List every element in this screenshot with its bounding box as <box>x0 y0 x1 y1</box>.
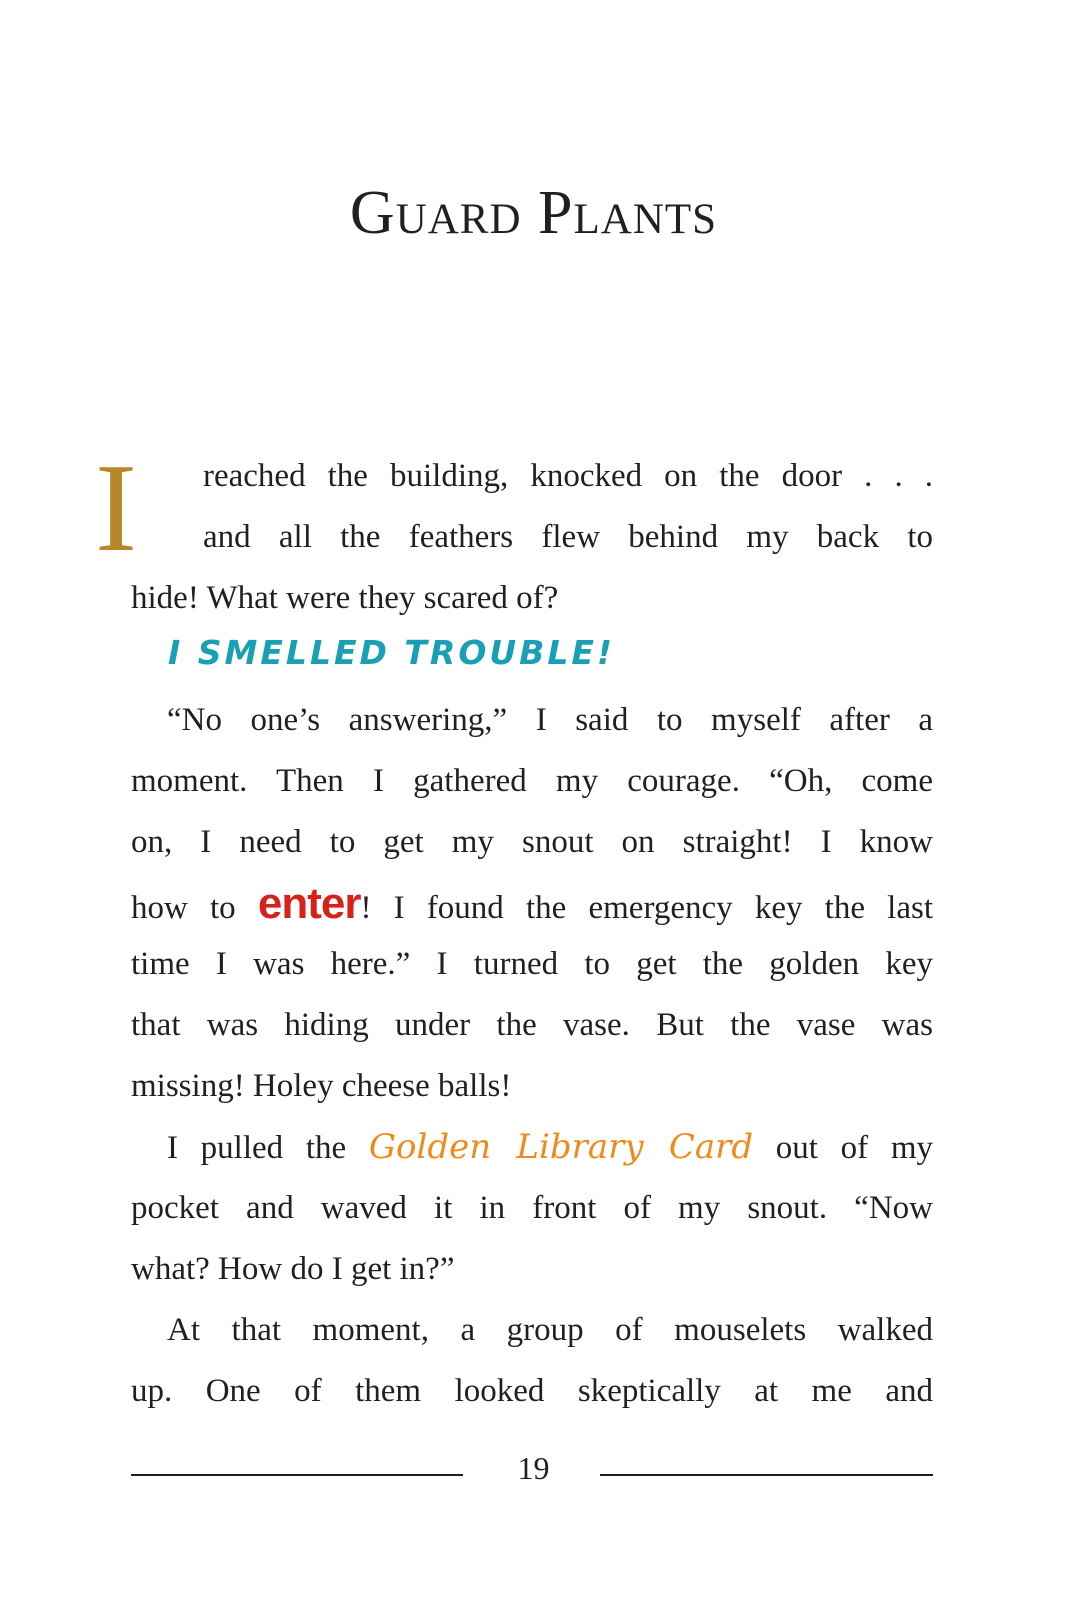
text-line: that was hiding under the vase. But the vase was <box>131 1007 933 1043</box>
text-line: on, I need to get my snout on straight! I know <box>131 824 933 860</box>
text-line: moment. Then I gathered my courage. “Oh, come <box>131 763 933 799</box>
footer-rule-right <box>600 1474 933 1476</box>
paragraph-4 <box>131 1300 933 1422</box>
paragraph-2 <box>131 690 933 1117</box>
text-line-card <box>131 1117 933 1178</box>
text-line: hide! What were they scared of? <box>131 580 559 616</box>
text-fragment: ! I found the emergency key the last <box>360 890 933 926</box>
text-line: and all the feathers flew behind my back to <box>203 519 933 555</box>
drop-cap: I <box>95 439 137 578</box>
chapter-title: Guard Plants <box>349 179 718 247</box>
text-line: pocket and waved it in front of my snout. “Now <box>131 1190 933 1226</box>
text-line: time I was here.” I turned to get the golden key <box>131 946 933 982</box>
text-line-enter <box>131 873 933 934</box>
text-line: reached the building, knocked on the door . . . <box>203 458 933 494</box>
golden-library-card-highlight: Golden Library Card <box>368 1127 754 1167</box>
text-line: up. One of them looked skeptically at me and <box>131 1373 933 1409</box>
text-line: what? How do I get in?” <box>131 1251 455 1287</box>
text-line: At that moment, a group of mouselets walked <box>167 1312 933 1348</box>
text-line: missing! Holey cheese balls! <box>131 1068 512 1104</box>
text-fragment: out of my <box>753 1130 934 1166</box>
text-fragment: I pulled the <box>167 1130 369 1166</box>
page-number: 19 <box>517 1450 550 1486</box>
text-fragment: how to <box>131 890 258 926</box>
text-line: “No one’s answering,” I said to myself after a <box>167 702 933 738</box>
enter-highlight: enter <box>257 879 361 928</box>
paragraph-1-top <box>203 446 933 568</box>
paragraph-1-bottom <box>131 568 933 629</box>
exclamation-heading: I SMELLED TROUBLE! <box>168 633 615 672</box>
paragraph-3 <box>131 1117 933 1300</box>
